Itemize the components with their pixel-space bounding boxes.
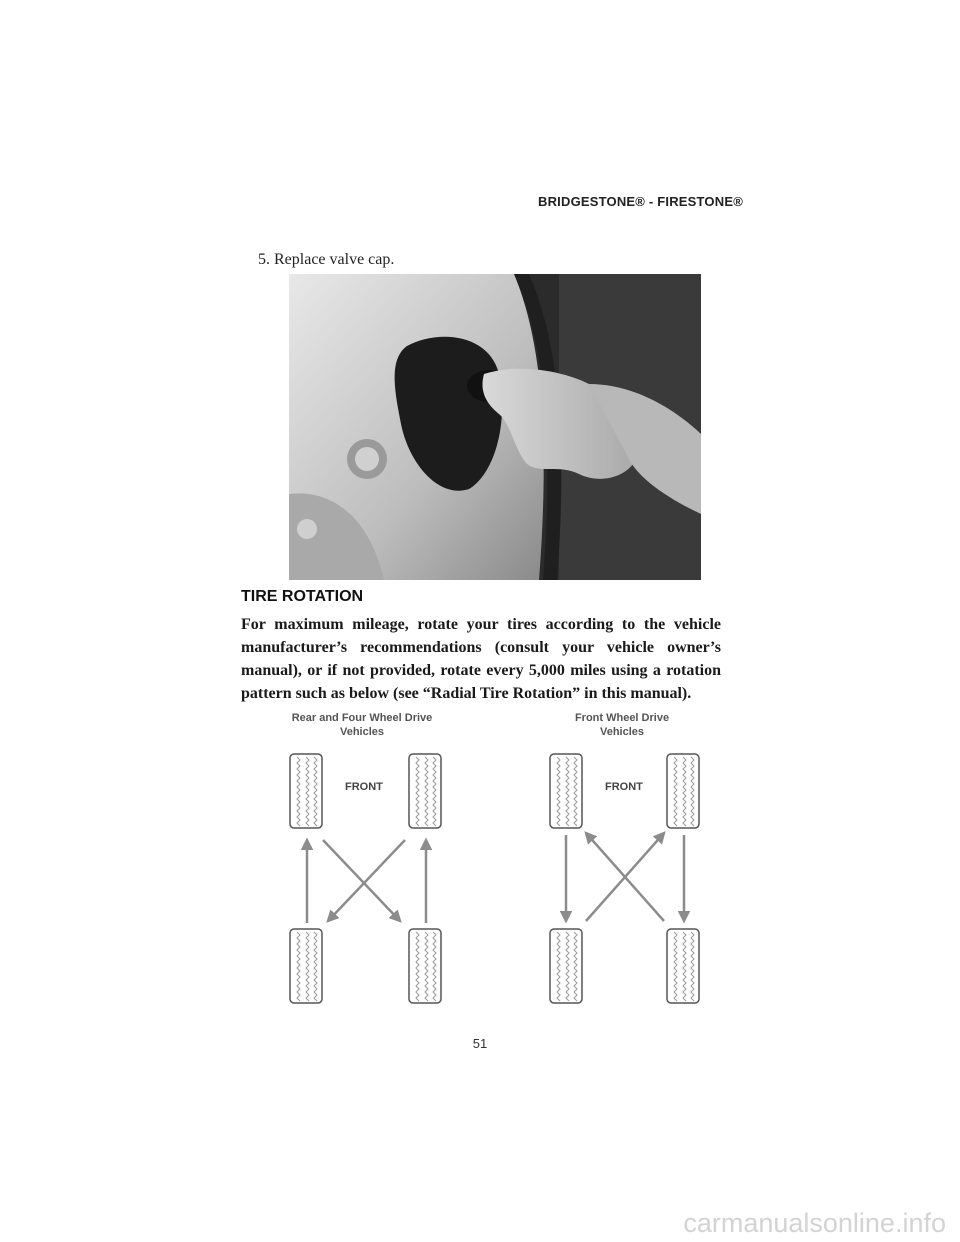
- tire-rotation-diagram: [250, 703, 730, 1013]
- step-text: 5. Replace valve cap.: [258, 251, 395, 268]
- front-label-rear-four: FRONT: [345, 781, 383, 793]
- diagram-title-line: Rear and Four Wheel Drive: [291, 712, 433, 724]
- diagram-title-line: Front Wheel Drive: [574, 712, 670, 724]
- watermark: carmanualsonline.info: [683, 1208, 946, 1238]
- rotation-arrows: [250, 703, 730, 1013]
- front-label-front-wheel: FRONT: [605, 781, 643, 793]
- arrow-diagonal-icon: [328, 840, 405, 921]
- photo-illustration: [289, 274, 701, 580]
- body-paragraph: For maximum mileage, rotate your tires according to the vehicle manufacturer’s recommendations (consult your vehicle owner’s manual), or if not provided, rotate every 5,000 miles using a rotation pattern such as below (see “Radial Tire Rotation” in this manual).: [241, 616, 721, 702]
- running-head: BRIDGESTONE® - FIRESTONE®: [538, 194, 743, 209]
- section-heading: TIRE ROTATION: [241, 588, 364, 605]
- valve-cap-photo: [289, 274, 701, 580]
- arrow-diagonal-icon: [323, 840, 400, 921]
- diagram-title-line: Vehicles: [599, 726, 645, 738]
- page-number: 51: [472, 1036, 488, 1051]
- diagram-title-line: Vehicles: [339, 726, 385, 738]
